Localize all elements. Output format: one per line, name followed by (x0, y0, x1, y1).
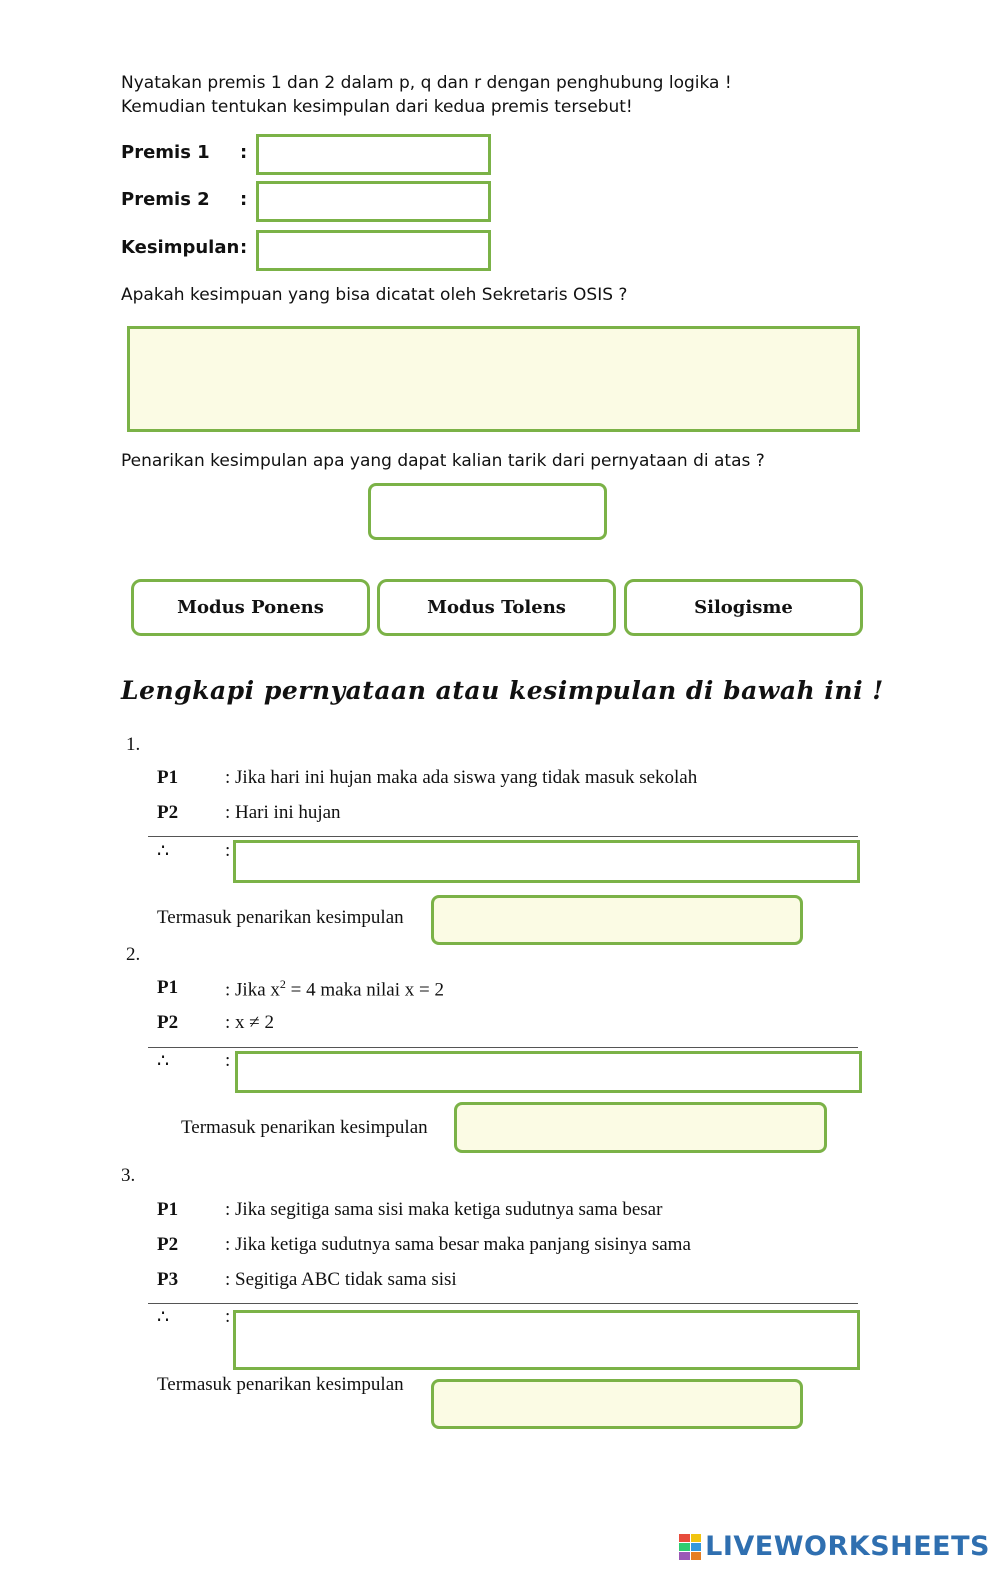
premis-1-label: Premis 1 (121, 142, 210, 163)
colon: : (225, 1050, 231, 1071)
colon: : (225, 840, 231, 861)
problem-3-p1-text: : Jika segitiga sama sisi maka ketiga sudutnya sama besar (225, 1199, 663, 1220)
liveworksheets-brand (679, 1531, 990, 1562)
option-modus-tolens[interactable]: Modus Tolens (377, 579, 616, 636)
option-modus-ponens[interactable]: Modus Ponens (131, 579, 370, 636)
problem-2-number: 2. (126, 944, 141, 965)
instruction-line-2: Kemudian tentukan kesimpulan dari kedua premis tersebut! (121, 97, 633, 117)
inference-question: Penarikan kesimpulan apa yang dapat kalian tarik dari pernyataan di atas ? (121, 451, 765, 471)
problem-3-p2-key: P2 (157, 1234, 179, 1255)
problem-3-p1-key: P1 (157, 1199, 179, 1220)
problem-1-type-label: Termasuk penarikan kesimpulan (157, 907, 404, 928)
problem-1-p2-text: : Hari ini hujan (225, 802, 341, 823)
premis-2-input[interactable] (256, 181, 491, 222)
problem-3-type-drop-zone[interactable] (431, 1379, 803, 1429)
problem-1-p1-text: : Jika hari ini hujan maka ada siswa yang tidak masuk sekolah (225, 767, 698, 788)
kesimpulan-input[interactable] (256, 230, 491, 271)
divider (148, 1303, 858, 1304)
inference-drop-zone[interactable] (368, 483, 607, 540)
problem-2-type-label: Termasuk penarikan kesimpulan (181, 1117, 428, 1138)
problem-2-p1-text: : Jika $x^2 = 4$ maka nilai x = 2 (225, 977, 444, 1001)
problem-3-conclusion-input[interactable] (233, 1310, 860, 1370)
problem-2-p2-text: : x ≠ 2 (225, 1012, 274, 1033)
problem-1-type-drop-zone[interactable] (431, 895, 803, 945)
divider (148, 1047, 858, 1048)
problem-3-p3-text: : Segitiga ABC tidak sama sisi (225, 1269, 457, 1290)
osis-answer-textarea[interactable] (127, 326, 860, 432)
problem-3-number: 3. (121, 1165, 136, 1186)
problem-1-conclusion-input[interactable] (233, 840, 860, 883)
option-silogisme[interactable]: Silogisme (624, 579, 863, 636)
problem-3-p3-key: P3 (157, 1269, 179, 1290)
divider (148, 836, 858, 837)
premis-1-input[interactable] (256, 134, 491, 175)
liveworksheets-logo-icon (679, 1534, 701, 1560)
problem-3-type-label: Termasuk penarikan kesimpulan (157, 1374, 404, 1395)
colon: : (240, 189, 248, 210)
instruction-line-1: Nyatakan premis 1 dan 2 dalam p, q dan r dengan penghubung logika ! (121, 73, 732, 93)
osis-question: Apakah kesimpuan yang bisa dicatat oleh Sekretaris OSIS ? (121, 285, 628, 305)
therefore-symbol: ∴ (157, 841, 170, 862)
therefore-symbol: ∴ (157, 1051, 170, 1072)
therefore-symbol: ∴ (157, 1307, 170, 1328)
colon: : (240, 237, 248, 258)
kesimpulan-label: Kesimpulan (121, 237, 240, 258)
problem-2-p1-key: P1 (157, 977, 179, 998)
premis-2-label: Premis 2 (121, 189, 210, 210)
problem-1-p1-key: P1 (157, 767, 179, 788)
problem-2-conclusion-input[interactable] (235, 1051, 862, 1093)
brand-wordmark: LIVEWORKSHEETS (705, 1531, 990, 1562)
colon: : (240, 142, 248, 163)
problem-2-p2-key: P2 (157, 1012, 179, 1033)
problem-1-number: 1. (126, 734, 141, 755)
section-heading: Lengkapi pernyataan atau kesimpulan di bawah ini ! (121, 676, 884, 705)
problem-2-type-drop-zone[interactable] (454, 1102, 827, 1153)
problem-1-p2-key: P2 (157, 802, 179, 823)
problem-3-p2-text: : Jika ketiga sudutnya sama besar maka panjang sisinya sama (225, 1234, 691, 1255)
colon: : (225, 1306, 231, 1327)
